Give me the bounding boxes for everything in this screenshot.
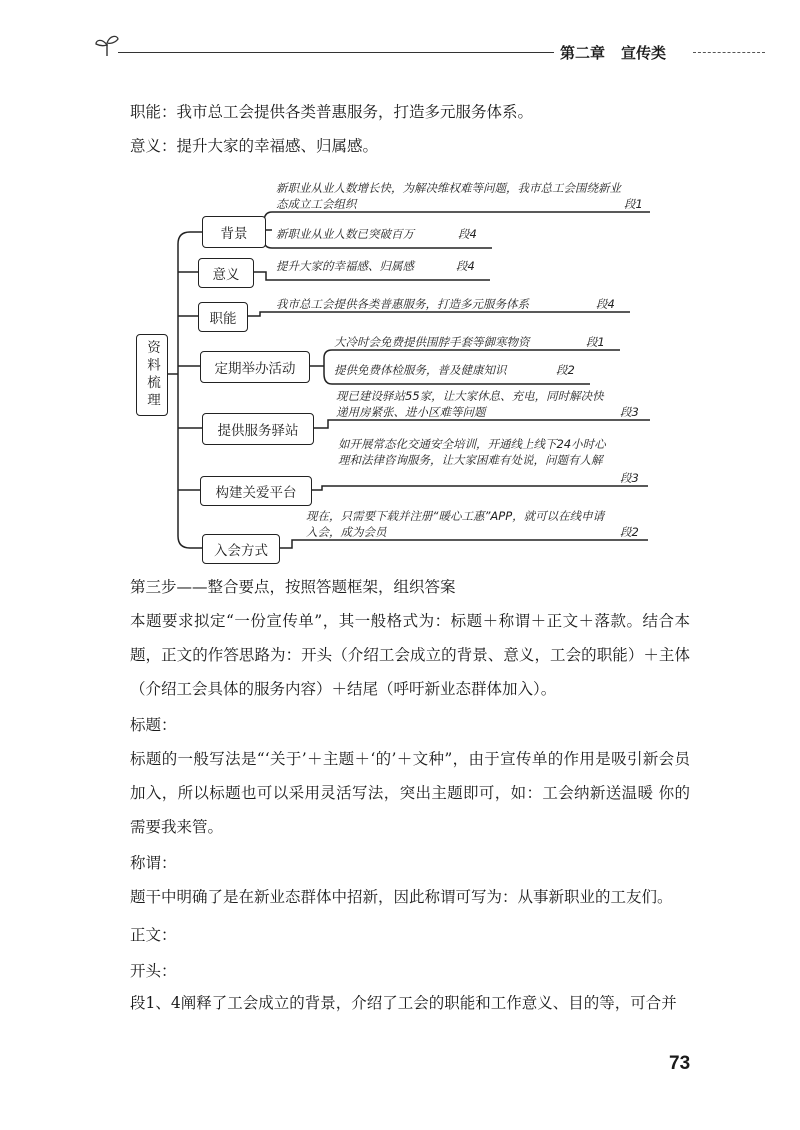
label-address: 称谓：	[130, 854, 177, 872]
paragraph-opening: 段1、4阐释了工会成立的背景，介绍了工会的职能和工作意义、目的等，可合并	[130, 994, 677, 1012]
label-body: 正文：	[130, 926, 177, 944]
paragraph-address: 题干中明确了是在新业态群体中招新，因此称谓可写为：从事新职业的工友们。	[130, 888, 673, 906]
note-activities-2: 提供免费体检服务，普及健康知识	[334, 363, 507, 377]
tag-activities-2: 段2	[556, 363, 575, 377]
tag-join-method: 段2	[620, 525, 639, 539]
note-care-platform: 如开展常态化交通安全培训，开通线上线下24小时心理和法律咨询服务，让大家困难有处说，问题有人解	[338, 437, 606, 467]
intro-meaning: 意义：提升大家的幸福感、归属感。	[130, 137, 379, 155]
tag-background-1: 段1	[624, 197, 643, 211]
step-three-heading: 第三步——整合要点，按照答题框架，组织答案	[130, 578, 456, 596]
note-background-1: 新职业从业人数增长快，为解决维权难等问题，我市总工会围绕新业态成立工会组织	[276, 181, 621, 211]
tag-background-2: 段4	[458, 227, 477, 241]
label-opening: 开头：	[130, 962, 177, 980]
node-join-method: 入会方式	[202, 534, 280, 564]
node-activities: 定期举办活动	[200, 351, 310, 383]
tag-meaning: 段4	[456, 259, 475, 273]
paragraph-format: 本题要求拟定“一份宣传单”，其一般格式为：标题＋称谓＋正文＋落款。结合本题，正文的作答思路为：开头（介绍工会成立的背景、意义，工会的职能）＋主体（介绍工会具体的服务内容）＋结尾（呼吁新业态群体加入）。	[130, 612, 690, 698]
tag-function: 段4	[596, 297, 615, 311]
node-care-platform: 构建关爱平台	[200, 476, 312, 506]
page-number: 73	[669, 1053, 691, 1074]
chapter-label: 第二章	[560, 44, 606, 62]
note-activities-1: 大冷时会免费提供围脖手套等御寒物资	[334, 335, 530, 349]
note-service-station: 现已建设驿站55家，让大家休息、充电，同时解决快递用房紧张、进小区难等问题	[336, 389, 604, 419]
tag-service-station: 段3	[620, 405, 639, 419]
mindmap-root: 资料梳理	[136, 334, 168, 416]
node-function: 职能	[198, 302, 248, 332]
tag-activities-1: 段1	[586, 335, 605, 349]
section-label: 宣传类	[621, 44, 667, 62]
intro-function: 职能：我市总工会提供各类普惠服务，打造多元服务体系。	[130, 103, 534, 121]
note-meaning: 提升大家的幸福感、归属感	[276, 259, 414, 273]
note-join-method: 现在，只需要下载并注册“暖心工惠”APP，就可以在线申请入会，成为会员	[306, 509, 605, 539]
node-background: 背景	[202, 216, 266, 248]
note-function: 我市总工会提供各类普惠服务，打造多元服务体系	[276, 297, 529, 311]
tag-care-platform: 段3	[620, 471, 639, 485]
node-meaning: 意义	[198, 258, 254, 288]
label-title: 标题：	[130, 716, 177, 734]
node-service-station: 提供服务驿站	[202, 413, 314, 445]
note-background-2: 新职业从业人数已突破百万	[276, 227, 414, 241]
paragraph-title: 标题的一般写法是“‘关于’＋主题＋‘的’＋文种”，由于宣传单的作用是吸引新会员加入，所以标题也可以采用灵活写法，突出主题即可，如：工会纳新送温暖 你的需要我来管。	[130, 750, 690, 836]
